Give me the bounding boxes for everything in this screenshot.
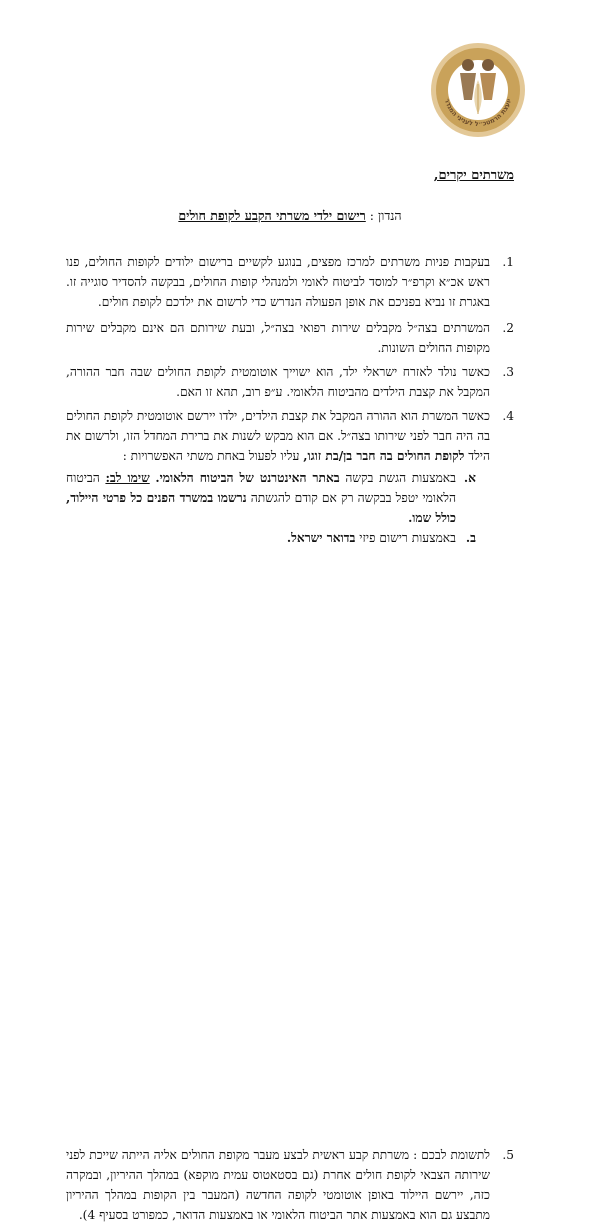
- sub-item-bold: בדואר ישראל.: [286, 531, 356, 545]
- sub-item-text: באמצעות הגשת בקשה: [345, 471, 456, 485]
- sub-item-text: באמצעות רישום פיזי: [359, 531, 456, 545]
- item-text: עליו לפעול באחת משתי האפשרויות :: [122, 449, 300, 463]
- item-number: 1.: [502, 255, 514, 269]
- item-number: 2.: [502, 321, 514, 335]
- list-item: [66, 252, 514, 312]
- list-item: [66, 1145, 514, 1225]
- logo-caption: יועצת הרמטכ״ל לעניני המגדר: [442, 97, 514, 129]
- list-item: [66, 406, 514, 548]
- note-bold: נרשמו במשרד הפנים כל פרטי היילוד, כולל שמו.: [66, 491, 456, 525]
- sub-item-bold: באתר האינטרנט של הביטוח הלאומי.: [155, 471, 340, 485]
- item-text: המשרתים בצה״ל מקבלים שירות רפואי בצה״ל, ובעת שירותם הם אינם מקבלים שירות מקופות החולים השונות.: [66, 321, 490, 355]
- sub-list: [66, 468, 490, 548]
- item-text: כאשר נולד לאזרח ישראלי ילד, הוא ישוייך אוטומטית לקופת החולים שבה חבר ההורה, המקבל את קצבת הילדים מהביטוח הלאומי. ע״פ רוב, תהא זו האם.: [66, 365, 490, 399]
- letter-items: [66, 252, 514, 1222]
- list-item: [66, 362, 514, 402]
- item-text-bold: לקופת החולים בה חבר בן/בת זוגו,: [303, 449, 465, 463]
- item-text: כאשר המשרת הוא ההורה המקבל את קצבת הילדים, ילדו יירשם אוטומטית לקופת החולים בה היה חבר לפני שירותו בצה״ל. אם הוא מבקש לשנות את ברירת המחדל הזו, ולרשום את הילד: [66, 409, 490, 463]
- sub-item: [66, 528, 490, 548]
- note-label: שימו לב:: [105, 471, 150, 485]
- item-text: לתשומת לבכם : משרתת קבע ראשית לבצע מעבר מקופת החולים אליה הייתה שייכת לפני שירותה הצבאי לקופת חולים אחרת (גם בסטאטוס עמית מוקפא) במהלך ההיריון, ובמקרה כזה, יירשם היילוד באופן אוטומטי לקופה החדשה (המעבר בין הקופות במהלך ההיריון מתבצע גם הוא באמצעות אתר הביטוח הלאומי או באמצעות הדואר, כמפורט בסעיף 4).: [66, 1148, 490, 1222]
- salutation: משרתים יקרים,: [433, 168, 514, 183]
- item-text: בעקבות פניות משרתים למרכז מפצים, בנוגע לקשיים ברישום ילודים לקופות החולים, פנו ראש אכ״א וקרפ״ר למוסד לביטוח לאומי ולמנהלי קופות החולים, בבקשה להסדיר סוגייה זו. באגרת זו נביא בפניכם את אופן הפעולה הנדרש כדי לרשום את ילדכם לקופת חולים.: [66, 255, 490, 309]
- item-number: 4.: [502, 409, 514, 423]
- subject-label: הנדון :: [369, 208, 402, 223]
- note-text: הביטוח הלאומי יטפל בבקשה רק אם קודם להגשתה: [66, 471, 457, 505]
- sub-item: [66, 468, 490, 528]
- logo: [428, 40, 528, 140]
- subject-line: [66, 208, 514, 224]
- item-number: 3.: [502, 365, 514, 379]
- sub-item-letter: ב.: [465, 531, 476, 545]
- subject-text: רישום ילדי משרתי הקבע לקופת חולים: [178, 208, 366, 223]
- sub-item-letter: א.: [463, 471, 476, 485]
- list-item: [66, 318, 514, 358]
- gender-advisor-emblem-icon: [428, 40, 528, 140]
- item-number: 5.: [502, 1148, 514, 1162]
